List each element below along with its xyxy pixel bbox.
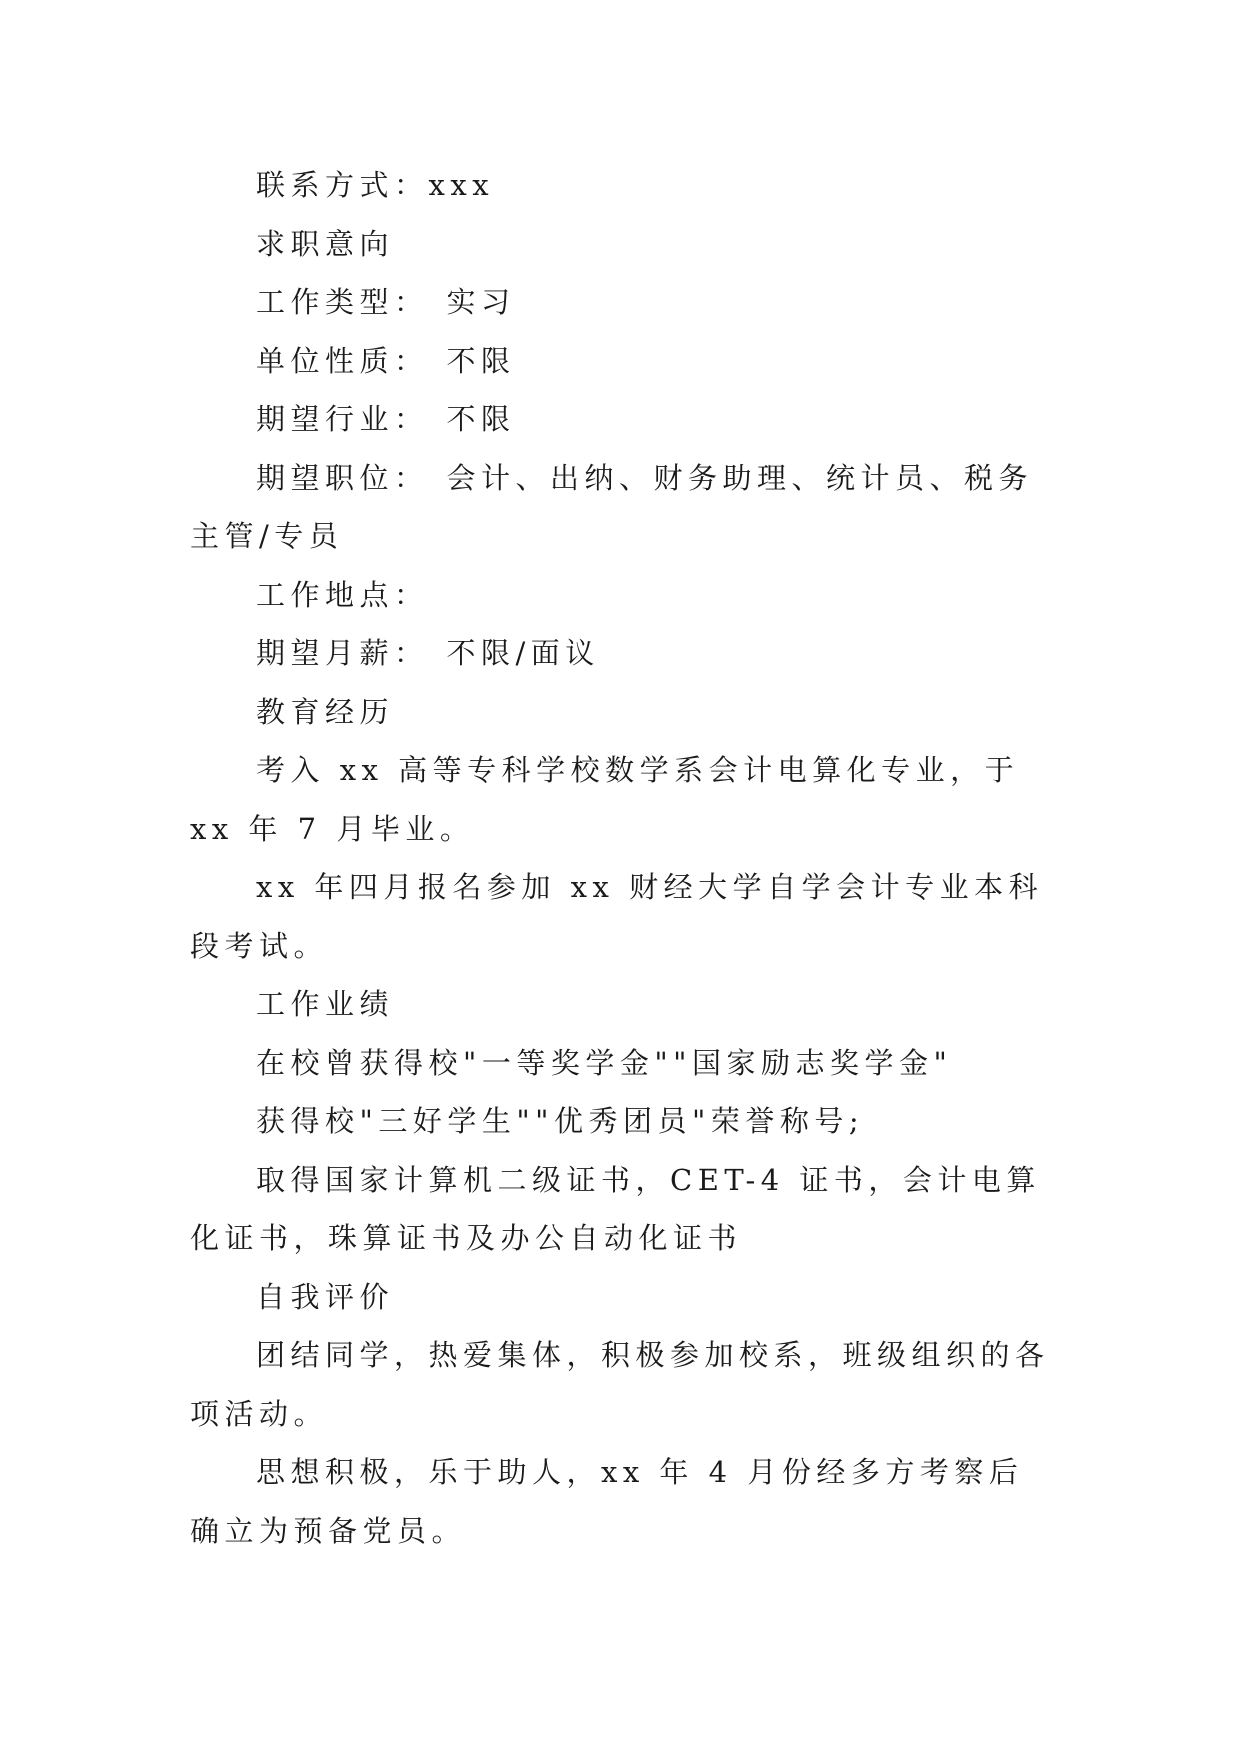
position-line [190,449,1050,566]
achievement-paragraph: 在校曾获得校"一等奖学金""国家励志奖学金" [256,1045,953,1080]
field-label: 期望行业： [256,402,429,436]
job-intent-heading: 求职意向 [256,226,395,261]
achievements-heading: 工作业绩 [256,987,395,1021]
contact-value: xxx [428,168,495,202]
achievement-paragraph: 获得校"三好学生""优秀团员"荣誉称号; [256,1104,865,1138]
unit-nature-line [190,332,1050,391]
field-label: 期望职位： [256,460,429,495]
resume-page [190,156,1050,1560]
industry-line [190,390,1050,449]
education-heading: 教育经历 [256,694,395,729]
field-value: 不限 [446,402,516,436]
field-value: 不限 [446,343,516,378]
education-paragraph: 考入 xx 高等专科学校数学系会计电算化专业，于 xx 年 7 月毕业。 [190,753,1020,846]
self-evaluation-heading: 自我评价 [256,1279,395,1314]
contact-label: 联系方式： [256,168,429,202]
self-evaluation-paragraph: 团结同学，热爱集体，积极参加校系，班级组织的各项活动。 [190,1338,1050,1431]
field-value: 会计、出纳、财务助理、统计员、税务主管/专员 [190,460,1034,553]
job-type-line [190,273,1050,332]
field-value: 不限/面议 [446,636,600,670]
contact-line [190,156,1050,215]
self-evaluation-paragraph: 思想积极，乐于助人，xx 年 4 月份经多方考察后确立为预备党员。 [190,1455,1024,1548]
field-label: 单位性质： [256,343,429,378]
field-value: 实习 [446,285,516,319]
field-label: 工作类型： [256,285,429,319]
location-line [190,566,1050,625]
education-paragraph: xx 年四月报名参加 xx 财经大学自学会计专业本科段考试。 [190,870,1044,963]
field-label: 工作地点： [256,577,429,612]
salary-line [190,624,1050,683]
field-label: 期望月薪： [256,636,429,670]
achievement-paragraph: 取得国家计算机二级证书，CET-4 证书，会计电算化证书，珠算证书及办公自动化证书 [190,1162,1041,1255]
